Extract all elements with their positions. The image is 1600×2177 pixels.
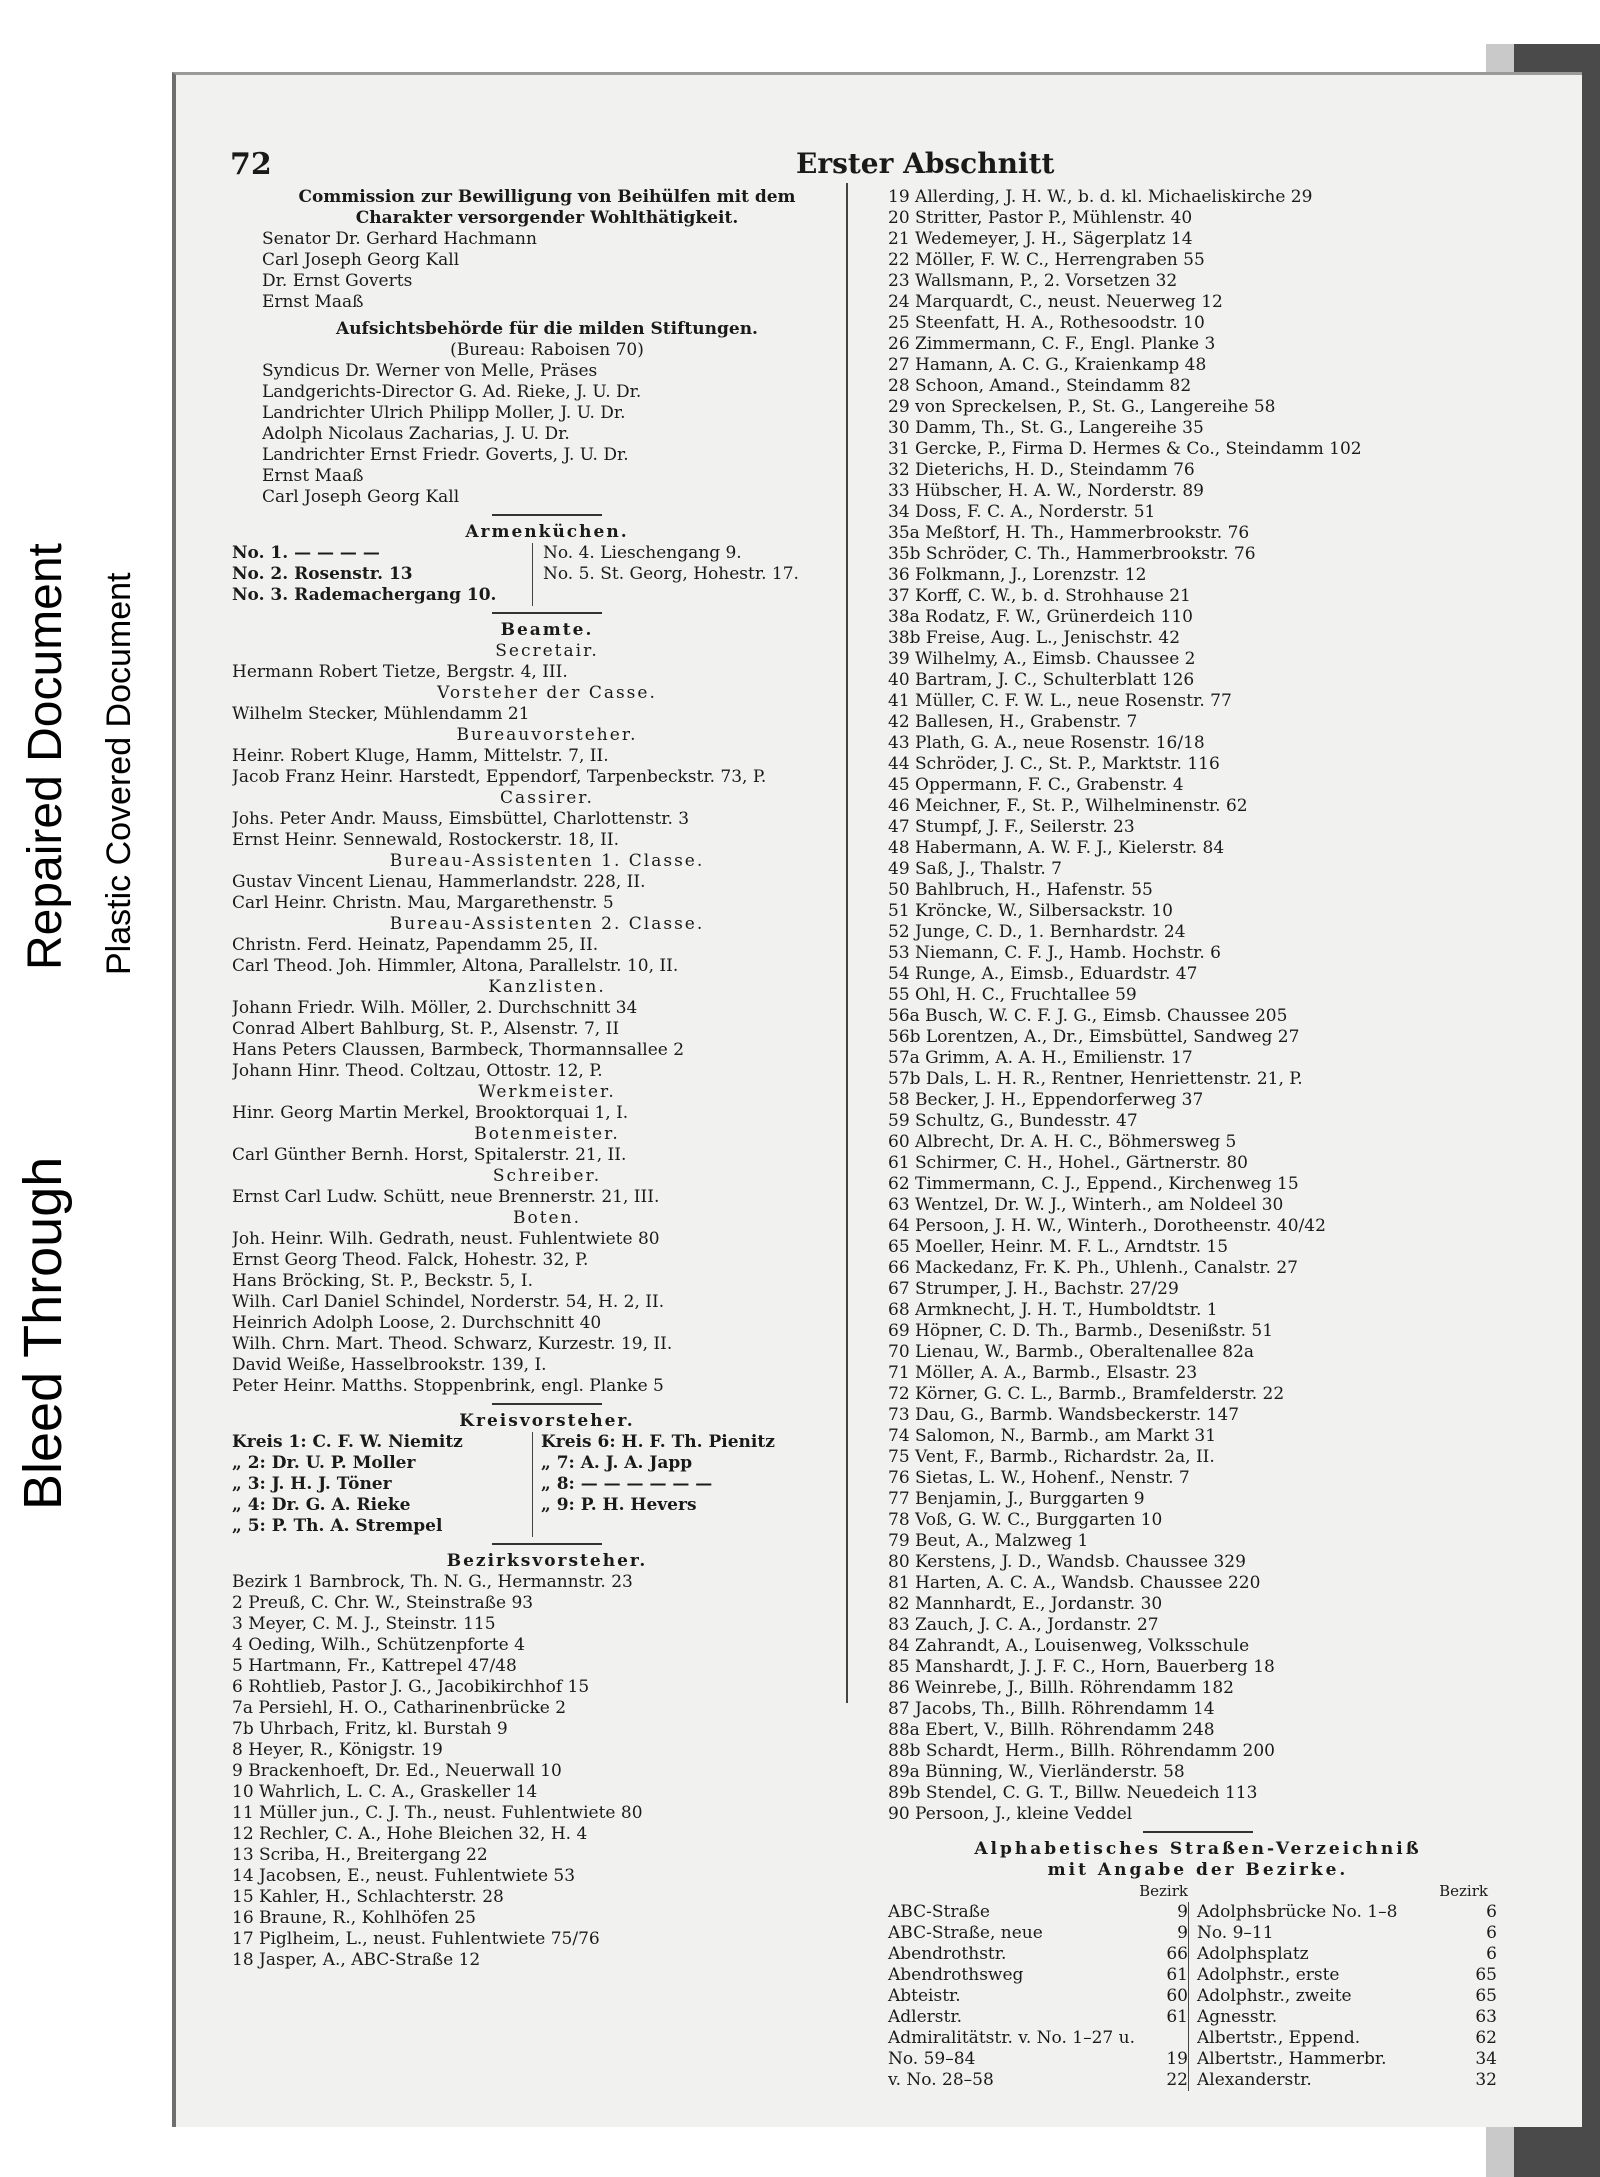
beamte-person: Ernst Heinr. Sennewald, Rostockerstr. 18, II. — [232, 830, 619, 850]
index-street: Agnesstr. — [1197, 2007, 1278, 2027]
aufsicht-members — [232, 361, 862, 508]
bezirk-entry: 39 Wilhelmy, A., Eimsb. Chaussee 2 — [888, 649, 1196, 669]
left-column — [232, 187, 862, 1971]
bezirk-title: Bezirksvorsteher. — [446, 1551, 648, 1571]
bezirk-entry: 9 Brackenhoeft, Dr. Ed., Neuerwall 10 — [232, 1761, 562, 1781]
bezirk-entry: 46 Meichner, F., St. P., Wilhelminenstr. 62 — [888, 796, 1248, 816]
kreis-entry: Kreis 6: H. F. Th. Pienitz — [541, 1432, 775, 1452]
beamte-person: Wilh. Chrn. Mart. Theod. Schwarz, Kurzestr. 19, II. — [232, 1334, 673, 1354]
index-bezirk: 66 — [1166, 1944, 1188, 1964]
beamte-heading: Kanzlisten. — [488, 977, 606, 997]
index-entry — [888, 1965, 1188, 1986]
beamte-person: Johann Hinr. Theod. Coltzau, Ottostr. 12, P. — [232, 1061, 603, 1081]
street-index — [888, 1902, 1508, 2091]
index-entry — [1197, 2070, 1497, 2091]
bezirk-entry: 35b Schröder, C. Th., Hammerbrookstr. 76 — [888, 544, 1256, 564]
index-street: Adolphstr., zweite — [1197, 1986, 1352, 2006]
bezirk-entry: 48 Habermann, A. W. F. J., Kielerstr. 84 — [888, 838, 1225, 858]
aufsicht-member: Adolph Nicolaus Zacharias, J. U. Dr. — [262, 424, 570, 444]
bezirk-entry: 85 Manshardt, J. J. F. C., Horn, Bauerberg 18 — [888, 1657, 1275, 1677]
bezirk-entry: 12 Rechler, C. A., Hohe Bleichen 32, H. 4 — [232, 1824, 588, 1844]
index-title-line: mit Angabe der Bezirke. — [1047, 1860, 1349, 1880]
page-number: 72 — [230, 147, 272, 182]
index-entry — [888, 2070, 1188, 2091]
bezirk-entry: 57a Grimm, A. A. H., Emilienstr. 17 — [888, 1048, 1193, 1068]
bezirk-entry: 57b Dals, L. H. R., Rentner, Henriettenstr. 21, P. — [888, 1069, 1303, 1089]
commission-title-line: Commission zur Bewilligung von Beihülfen mit dem — [298, 187, 796, 207]
bezirk-entry: 3 Meyer, C. M. J., Steinstr. 115 — [232, 1614, 496, 1634]
bezirk-entry: 90 Persoon, J., kleine Veddel — [888, 1804, 1133, 1824]
beamte-person: Ernst Georg Theod. Falck, Hohestr. 32, P. — [232, 1250, 589, 1270]
index-bezirk: 61 — [1166, 2007, 1188, 2027]
index-street: Adolphsbrücke No. 1–8 — [1197, 1902, 1398, 1922]
index-entry — [1197, 2007, 1497, 2028]
beamte-heading: Vorsteher der Casse. — [437, 683, 657, 703]
bezirk-entry: 4 Oeding, Wilh., Schützenpforte 4 — [232, 1635, 525, 1655]
armen-table — [232, 543, 862, 606]
index-street: Alexanderstr. — [1197, 2070, 1312, 2090]
beamte-heading: Bureauvorsteher. — [456, 725, 638, 745]
bezirk-entry: 34 Doss, F. C. A., Norderstr. 51 — [888, 502, 1156, 522]
index-bezirk: 6 — [1486, 1944, 1497, 1964]
index-entry — [1197, 1944, 1497, 1965]
bezirk-entry: 73 Dau, G., Barmb. Wandsbeckerstr. 147 — [888, 1405, 1240, 1425]
index-bezirk: 22 — [1166, 2070, 1188, 2090]
bezirk-entry: 33 Hübscher, H. A. W., Norderstr. 89 — [888, 481, 1205, 501]
beamte-person: Wilhelm Stecker, Mühlendamm 21 — [232, 704, 530, 724]
beamte-heading: Bureau-Assistenten 2. Classe. — [389, 914, 705, 934]
bezirk-entry: 5 Hartmann, Fr., Kattrepel 47/48 — [232, 1656, 517, 1676]
bezirk-entry: 6 Rohtlieb, Pastor J. G., Jacobikirchhof 15 — [232, 1677, 590, 1697]
bezirk-entry: 67 Strumper, J. H., Bachstr. 27/29 — [888, 1279, 1179, 1299]
index-bezirk: 61 — [1166, 1965, 1188, 1985]
armen-entry: No. 5. St. Georg, Hohestr. 17. — [543, 564, 799, 584]
beamte-person: David Weiße, Hasselbrookstr. 139, I. — [232, 1355, 547, 1375]
index-entry — [888, 1986, 1188, 2007]
bezirk-entry: 84 Zahrandt, A., Louisenweg, Volksschule — [888, 1636, 1250, 1656]
bezirk-entry: 29 von Spreckelsen, P., St. G., Langereihe 58 — [888, 397, 1276, 417]
beamte-person: Carl Günther Bernh. Horst, Spitalerstr. 21, II. — [232, 1145, 627, 1165]
armen-title: Armenküchen. — [465, 522, 629, 542]
commission-member: Senator Dr. Gerhard Hachmann — [262, 229, 537, 249]
beamte-person: Jacob Franz Heinr. Harstedt, Eppendorf, Tarpenbeckstr. 73, P. — [232, 767, 767, 787]
bezirk-entry: 64 Persoon, J. H. W., Winterh., Dorotheenstr. 40/42 — [888, 1216, 1326, 1236]
bezirk-entry: 52 Junge, C. D., 1. Bernhardstr. 24 — [888, 922, 1186, 942]
bezirk-entry: 11 Müller jun., C. J. Th., neust. Fuhlentwiete 80 — [232, 1803, 643, 1823]
commission-member: Ernst Maaß — [262, 292, 364, 312]
beamte-list — [232, 641, 862, 1397]
beamte-person: Hinr. Georg Martin Merkel, Brooktorquai 1, I. — [232, 1103, 629, 1123]
aufsicht-member: Carl Joseph Georg Kall — [262, 487, 460, 507]
bezirk-entry: 20 Stritter, Pastor P., Mühlenstr. 40 — [888, 208, 1193, 228]
index-bezirk: 9 — [1177, 1902, 1188, 1922]
aufsicht-member: Landgerichts-Director G. Ad. Rieke, J. U. Dr. — [262, 382, 642, 402]
armen-entry: No. 4. Lieschengang 9. — [543, 543, 742, 563]
divider — [492, 612, 602, 614]
index-entry — [888, 1902, 1188, 1923]
commission-member: Dr. Ernst Goverts — [262, 271, 413, 291]
kreis-table — [232, 1432, 862, 1537]
divider — [1143, 1831, 1253, 1833]
bezirk-entry: 89a Bünning, W., Vierländerstr. 58 — [888, 1762, 1185, 1782]
index-bezirk: 62 — [1475, 2028, 1497, 2048]
kreis-right — [532, 1432, 775, 1537]
index-bezirk: 65 — [1475, 1965, 1497, 1985]
label-repaired-document: Repaired Document — [19, 543, 72, 970]
bezirk-entry: 32 Dieterichs, H. D., Steindamm 76 — [888, 460, 1195, 480]
bezirk-entry: 50 Bahlbruch, H., Hafenstr. 55 — [888, 880, 1153, 900]
bezirk-entry: 83 Zauch, J. C. A., Jordanstr. 27 — [888, 1615, 1159, 1635]
beamte-heading: Bureau-Assistenten 1. Classe. — [389, 851, 705, 871]
aufsicht-member: Ernst Maaß — [262, 466, 364, 486]
index-entry — [888, 1923, 1188, 1944]
bezirk-entry: 62 Timmermann, C. J., Eppend., Kirchenweg 15 — [888, 1174, 1299, 1194]
beamte-title: Beamte. — [500, 620, 594, 640]
index-entry — [1197, 1902, 1497, 1923]
bezirk-entry: 13 Scriba, H., Breitergang 22 — [232, 1845, 488, 1865]
index-bezirk: 9 — [1177, 1923, 1188, 1943]
bezirk-entry: 45 Oppermann, F. C., Grabenstr. 4 — [888, 775, 1184, 795]
bezirk-entry: 25 Steenfatt, H. A., Rothesoodstr. 10 — [888, 313, 1205, 333]
index-bezirk: 65 — [1475, 1986, 1497, 2006]
bezirk-entry: 44 Schröder, J. C., St. P., Marktstr. 116 — [888, 754, 1220, 774]
bezirk-entry: 8 Heyer, R., Königstr. 19 — [232, 1740, 443, 1760]
index-left — [888, 1902, 1188, 2091]
bezirk-entry: 35a Meßtorf, H. Th., Hammerbrookstr. 76 — [888, 523, 1250, 543]
bezirk-entry: 10 Wahrlich, L. C. A., Graskeller 14 — [232, 1782, 538, 1802]
index-street: Adlerstr. — [888, 2007, 963, 2027]
index-entry — [888, 2028, 1188, 2049]
beamte-person: Gustav Vincent Lienau, Hammerlandstr. 228, II. — [232, 872, 646, 892]
index-bezirk: 60 — [1166, 1986, 1188, 2006]
label-bleed-through: Bleed Through — [13, 1156, 73, 1510]
index-street: No. 9–11 — [1197, 1923, 1274, 1943]
bezirk-entry: 74 Salomon, N., Barmb., am Markt 31 — [888, 1426, 1217, 1446]
bezirk-list-left — [232, 1572, 862, 1971]
bezirk-entry: 19 Allerding, J. H. W., b. d. kl. Michaeliskirche 29 — [888, 187, 1313, 207]
kreis-left — [232, 1432, 532, 1537]
kreis-entry: „ 5: P. Th. A. Strempel — [232, 1516, 443, 1536]
bezirk-entry: 87 Jacobs, Th., Billh. Röhrendamm 14 — [888, 1699, 1215, 1719]
bezirk-entry: 7b Uhrbach, Fritz, kl. Burstah 9 — [232, 1719, 508, 1739]
bezirk-entry: 2 Preuß, C. Chr. W., Steinstraße 93 — [232, 1593, 534, 1613]
kreis-entry: „ 2: Dr. U. P. Moller — [232, 1453, 416, 1473]
index-bezirk: 32 — [1475, 2070, 1497, 2090]
bezirk-entry: Bezirk 1 Barnbrock, Th. N. G., Hermannstr. 23 — [232, 1572, 633, 1592]
right-column — [888, 187, 1508, 2091]
bezirk-entry: 16 Braune, R., Kohlhöfen 25 — [232, 1908, 476, 1928]
armen-right — [532, 543, 799, 606]
bezirk-entry: 89b Stendel, C. G. T., Billw. Neuedeich 113 — [888, 1783, 1258, 1803]
index-entry — [888, 1944, 1188, 1965]
bezirk-entry: 27 Hamann, A. C. G., Kraienkamp 48 — [888, 355, 1207, 375]
bezirk-entry: 18 Jasper, A., ABC-Straße 12 — [232, 1950, 481, 1970]
beamte-person: Carl Theod. Joh. Himmler, Altona, Parallelstr. 10, II. — [232, 956, 679, 976]
bezirk-entry: 40 Bartram, J. C., Schulterblatt 126 — [888, 670, 1195, 690]
index-entry — [1197, 1923, 1497, 1944]
index-street: Abteistr. — [888, 1986, 961, 2006]
bezirk-entry: 17 Piglheim, L., neust. Fuhlentwiete 75/76 — [232, 1929, 600, 1949]
bezirk-entry: 26 Zimmermann, C. F., Engl. Planke 3 — [888, 334, 1216, 354]
beamte-person: Heinrich Adolph Loose, 2. Durchschnitt 40 — [232, 1313, 602, 1333]
bezirk-entry: 63 Wentzel, Dr. W. J., Winterh., am Noldeel 30 — [888, 1195, 1284, 1215]
bezirk-entry: 36 Folkmann, J., Lorenzstr. 12 — [888, 565, 1147, 585]
index-bezirk: 34 — [1475, 2049, 1497, 2069]
index-title-line: Alphabetisches Straßen-Verzeichniß — [974, 1839, 1422, 1859]
index-street: ABC-Straße — [888, 1902, 990, 1922]
beamte-person: Carl Heinr. Christn. Mau, Margarethenstr. 5 — [232, 893, 614, 913]
bezirk-entry: 72 Körner, G. C. L., Barmb., Bramfelderstr. 22 — [888, 1384, 1285, 1404]
kreis-title: Kreisvorsteher. — [459, 1411, 635, 1431]
index-entry — [1197, 2028, 1497, 2049]
bezirk-entry: 51 Kröncke, W., Silbersackstr. 10 — [888, 901, 1173, 921]
beamte-heading: Secretair. — [495, 641, 599, 661]
bezirk-entry: 54 Runge, A., Eimsb., Eduardstr. 47 — [888, 964, 1198, 984]
index-col-head: Bezirk — [1439, 1882, 1488, 1900]
beamte-heading: Botenmeister. — [474, 1124, 620, 1144]
index-col-head: Bezirk — [1139, 1882, 1188, 1900]
bezirk-entry: 21 Wedemeyer, J. H., Sägerplatz 14 — [888, 229, 1193, 249]
beamte-heading: Schreiber. — [492, 1166, 602, 1186]
index-street: Adolphstr., erste — [1197, 1965, 1340, 1985]
aufsicht-subtitle: (Bureau: Raboisen 70) — [450, 340, 644, 360]
beamte-person: Wilh. Carl Daniel Schindel, Norderstr. 54, H. 2, II. — [232, 1292, 665, 1312]
aufsicht-member: Syndicus Dr. Werner von Melle, Präses — [262, 361, 598, 381]
index-street: Admiralitätstr. v. No. 1–27 u. — [888, 2028, 1135, 2048]
label-plastic-covered-document: Plastic Covered Document — [100, 572, 138, 975]
bezirk-entry: 30 Damm, Th., St. G., Langereihe 35 — [888, 418, 1204, 438]
index-street: Albertstr., Eppend. — [1197, 2028, 1361, 2048]
bezirk-entry: 78 Voß, G. W. C., Burggarten 10 — [888, 1510, 1163, 1530]
kreis-entry: „ 4: Dr. G. A. Rieke — [232, 1495, 411, 1515]
beamte-heading: Cassirer. — [500, 788, 594, 808]
bezirk-entry: 79 Beut, A., Malzweg 1 — [888, 1531, 1089, 1551]
bezirk-entry: 28 Schoon, Amand., Steindamm 82 — [888, 376, 1192, 396]
beamte-person: Johann Friedr. Wilh. Möller, 2. Durchschnitt 34 — [232, 998, 638, 1018]
divider — [492, 1403, 602, 1405]
index-street: Albertstr., Hammerbr. — [1197, 2049, 1387, 2069]
bezirk-entry: 14 Jacobsen, E., neust. Fuhlentwiete 53 — [232, 1866, 576, 1886]
index-entry — [1197, 1965, 1497, 1986]
beamte-person: Joh. Heinr. Wilh. Gedrath, neust. Fuhlentwiete 80 — [232, 1229, 660, 1249]
index-street: Adolphsplatz — [1197, 1944, 1309, 1964]
commission-members — [232, 229, 862, 313]
index-entry — [888, 2007, 1188, 2028]
beamte-person: Johs. Peter Andr. Mauss, Eimsbüttel, Charlottenstr. 3 — [232, 809, 690, 829]
kreis-entry: „ 7: A. J. A. Japp — [541, 1453, 693, 1473]
bezirk-entry: 88a Ebert, V., Billh. Röhrendamm 248 — [888, 1720, 1215, 1740]
bezirk-entry: 59 Schultz, G., Bundesstr. 47 — [888, 1111, 1138, 1131]
bezirk-entry: 71 Möller, A. A., Barmb., Elsastr. 23 — [888, 1363, 1198, 1383]
bezirk-entry: 15 Kahler, H., Schlachterstr. 28 — [232, 1887, 504, 1907]
armen-entry: No. 3. Rademachergang 10. — [232, 585, 497, 605]
bezirk-entry: 82 Mannhardt, E., Jordanstr. 30 — [888, 1594, 1163, 1614]
bezirk-entry: 41 Müller, C. F. W. L., neue Rosenstr. 77 — [888, 691, 1232, 711]
bezirk-entry: 56a Busch, W. C. F. J. G., Eimsb. Chaussee 205 — [888, 1006, 1288, 1026]
bezirk-entry: 37 Korff, C. W., b. d. Strohhause 21 — [888, 586, 1191, 606]
index-header — [888, 1881, 1508, 1902]
bezirk-entry: 77 Benjamin, J., Burggarten 9 — [888, 1489, 1145, 1509]
bezirk-entry: 38a Rodatz, F. W., Grünerdeich 110 — [888, 607, 1193, 627]
beamte-person: Peter Heinr. Matths. Stoppenbrink, engl. Planke 5 — [232, 1376, 664, 1396]
bezirk-entry: 7a Persiehl, H. O., Catharinenbrücke 2 — [232, 1698, 567, 1718]
bezirk-entry: 49 Saß, J., Thalstr. 7 — [888, 859, 1062, 879]
beamte-person: Conrad Albert Bahlburg, St. P., Alsenstr. 7, II — [232, 1019, 620, 1039]
bezirk-entry: 23 Wallsmann, P., 2. Vorsetzen 32 — [888, 271, 1178, 291]
kreis-entry: „ 3: J. H. J. Töner — [232, 1474, 392, 1494]
bezirk-entry: 58 Becker, J. H., Eppendorferweg 37 — [888, 1090, 1204, 1110]
aufsicht-member: Landrichter Ernst Friedr. Goverts, J. U. Dr. — [262, 445, 629, 465]
aufsicht-member: Landrichter Ulrich Philipp Moller, J. U. Dr. — [262, 403, 626, 423]
index-street: Abendrothsweg — [888, 1965, 1024, 1985]
bezirk-entry: 31 Gercke, P., Firma D. Hermes & Co., Steindamm 102 — [888, 439, 1362, 459]
index-entry — [1197, 1986, 1497, 2007]
bezirk-entry: 76 Sietas, L. W., Hohenf., Nenstr. 7 — [888, 1468, 1190, 1488]
beamte-person: Hans Peters Claussen, Barmbeck, Thormannsallee 2 — [232, 1040, 685, 1060]
index-bezirk: 6 — [1486, 1902, 1497, 1922]
index-bezirk — [1152, 2028, 1188, 2049]
beamte-person: Christn. Ferd. Heinatz, Papendamm 25, II. — [232, 935, 599, 955]
kreis-entry: Kreis 1: C. F. W. Niemitz — [232, 1432, 463, 1452]
commission-title — [232, 187, 862, 229]
bezirk-entry: 53 Niemann, C. F. J., Hamb. Hochstr. 6 — [888, 943, 1221, 963]
beamte-heading: Werkmeister. — [478, 1082, 616, 1102]
index-title — [888, 1839, 1508, 1881]
bezirk-entry: 60 Albrecht, Dr. A. H. C., Böhmersweg 5 — [888, 1132, 1237, 1152]
divider — [492, 1543, 602, 1545]
beamte-heading: Boten. — [513, 1208, 581, 1228]
bezirk-entry: 86 Weinrebe, J., Billh. Röhrendamm 182 — [888, 1678, 1235, 1698]
bezirk-list-right — [888, 187, 1508, 1825]
commission-title-line: Charakter versorgender Wohlthätigkeit. — [355, 208, 739, 228]
bezirk-entry: 38b Freise, Aug. L., Jenischstr. 42 — [888, 628, 1181, 648]
bezirk-entry: 55 Ohl, H. C., Fruchtallee 59 — [888, 985, 1137, 1005]
armen-left — [232, 543, 532, 606]
index-entry — [1197, 2049, 1497, 2070]
bezirk-entry: 47 Stumpf, J. F., Seilerstr. 23 — [888, 817, 1135, 837]
beamte-person: Ernst Carl Ludw. Schütt, neue Brennerstr. 21, III. — [232, 1187, 660, 1207]
bezirk-entry: 88b Schardt, Herm., Billh. Röhrendamm 200 — [888, 1741, 1275, 1761]
index-right — [1188, 1902, 1497, 2091]
bezirk-entry: 68 Armknecht, J. H. T., Humboldtstr. 1 — [888, 1300, 1218, 1320]
aufsicht-title: Aufsichtsbehörde für die milden Stiftungen. — [336, 319, 758, 339]
kreis-entry: „ 9: P. H. Hevers — [541, 1495, 697, 1515]
bezirk-entry: 65 Moeller, Heinr. M. F. L., Arndtstr. 15 — [888, 1237, 1229, 1257]
bezirk-entry: 81 Harten, A. C. A., Wandsb. Chaussee 220 — [888, 1573, 1261, 1593]
bezirk-entry: 69 Höpner, C. D. Th., Barmb., Desenißstr. 51 — [888, 1321, 1274, 1341]
bezirk-entry: 42 Ballesen, H., Grabenstr. 7 — [888, 712, 1138, 732]
index-bezirk: 19 — [1166, 2049, 1188, 2069]
bezirk-entry: 24 Marquardt, C., neust. Neuerweg 12 — [888, 292, 1223, 312]
bezirk-entry: 70 Lienau, W., Barmb., Oberaltenallee 82a — [888, 1342, 1255, 1362]
kreis-entry: „ 8: — — — — — — — [541, 1474, 713, 1494]
bezirk-entry: 61 Schirmer, C. H., Hohel., Gärtnerstr. 80 — [888, 1153, 1248, 1173]
commission-member: Carl Joseph Georg Kall — [262, 250, 460, 270]
armen-entry: No. 2. Rosenstr. 13 — [232, 564, 413, 584]
index-bezirk: 6 — [1486, 1923, 1497, 1943]
armen-entry: No. 1. — — — — — [232, 543, 380, 563]
index-street: ABC-Straße, neue — [888, 1923, 1043, 1943]
bezirk-entry: 22 Möller, F. W. C., Herrengraben 55 — [888, 250, 1205, 270]
bezirk-entry: 75 Vent, F., Barmb., Richardstr. 2a, II. — [888, 1447, 1215, 1467]
bezirk-entry: 43 Plath, G. A., neue Rosenstr. 16/18 — [888, 733, 1205, 753]
beamte-person: Hermann Robert Tietze, Bergstr. 4, III. — [232, 662, 568, 682]
divider — [492, 514, 602, 516]
bezirk-entry: 56b Lorentzen, A., Dr., Eimsbüttel, Sandweg 27 — [888, 1027, 1300, 1047]
index-entry — [888, 2049, 1188, 2070]
index-bezirk: 63 — [1475, 2007, 1497, 2027]
bezirk-entry: 80 Kerstens, J. D., Wandsb. Chaussee 329 — [888, 1552, 1246, 1572]
index-street: Abendrothstr. — [888, 1944, 1007, 1964]
index-street: No. 59–84 — [888, 2049, 976, 2069]
page-title: Erster Abschnitt — [796, 147, 1055, 180]
bezirk-entry: 66 Mackedanz, Fr. K. Ph., Uhlenh., Canalstr. 27 — [888, 1258, 1298, 1278]
document-page — [172, 72, 1582, 2127]
index-street: v. No. 28–58 — [888, 2070, 994, 2090]
beamte-person: Heinr. Robert Kluge, Hamm, Mittelstr. 7, II. — [232, 746, 609, 766]
beamte-person: Hans Bröcking, St. P., Beckstr. 5, I. — [232, 1271, 534, 1291]
